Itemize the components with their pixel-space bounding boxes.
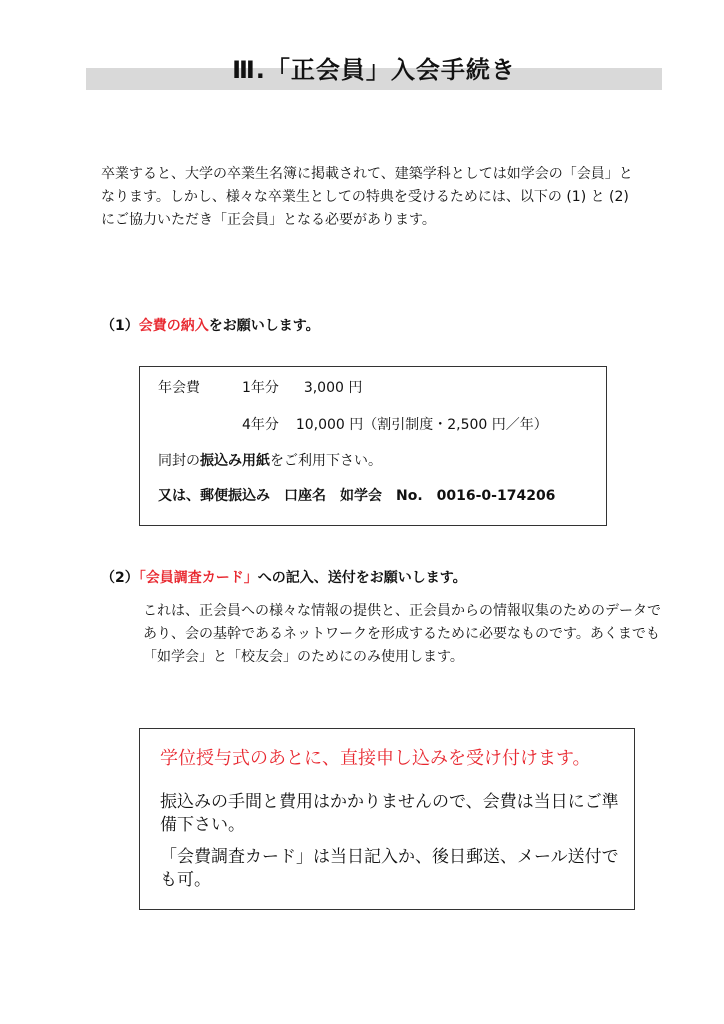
notice-headline: 学位授与式のあとに、直接申し込みを受け付けます。 xyxy=(160,748,591,769)
page-title: Ⅲ.「正会員」入会手続き xyxy=(232,56,516,84)
section1-number: （1） xyxy=(101,318,139,334)
section2-number: （2） xyxy=(101,570,139,586)
notice-para2: 「会費調査カード」は当日記入か、後日郵送、メール送付でも可。 xyxy=(160,847,619,890)
section2-body: これは、正会員への様々な情報の提供と、正会員からの情報収集のためのデータであり、会の基幹であるネットワークを形成するために必要なものです。あくまでも「如学会」と「校友会」のためにのみ使用します。 xyxy=(143,603,661,665)
fee-label: 年会費 xyxy=(158,380,200,396)
transfer-line: 又は、郵便振込み 口座名 如学会 No. 0016-0-174206 xyxy=(158,488,556,504)
slip-prefix: 同封の xyxy=(158,453,200,469)
notice-para1: 振込みの手間と費用はかかりませんので、会費は当日にご準備下さい。 xyxy=(160,792,619,835)
fee2-term: 4年分 xyxy=(242,417,279,433)
fee2 xyxy=(242,415,548,435)
section1-heading xyxy=(101,315,320,337)
slip-bold: 振込み用紙 xyxy=(200,453,270,469)
fee-row-1 xyxy=(158,378,200,398)
section2-highlight: 「会員調査カード」 xyxy=(138,570,258,586)
section1-highlight: 会費の納入 xyxy=(138,318,209,334)
fee1-amount: 3,000 円 xyxy=(303,380,363,396)
slip-suffix: をご利用下さい。 xyxy=(270,453,382,469)
slip-line xyxy=(158,451,382,471)
fee1 xyxy=(242,378,362,398)
section2-rest: への記入、送付をお願いします。 xyxy=(257,570,467,586)
fee1-term: 1年分 xyxy=(242,380,279,396)
section1-rest: をお願いします。 xyxy=(208,318,320,334)
intro-paragraph: 卒業すると、大学の卒業生名簿に掲載されて、建築学科としては如学会の「会員」となります。しかし、様々な卒業生としての特典を受けるためには、以下の (1) と (2) にご協力いただき「正会員」となる必要があります。 xyxy=(101,166,633,228)
section2-heading xyxy=(101,567,467,589)
fee2-amount: 10,000 円（割引制度・2,500 円／年） xyxy=(295,417,548,433)
